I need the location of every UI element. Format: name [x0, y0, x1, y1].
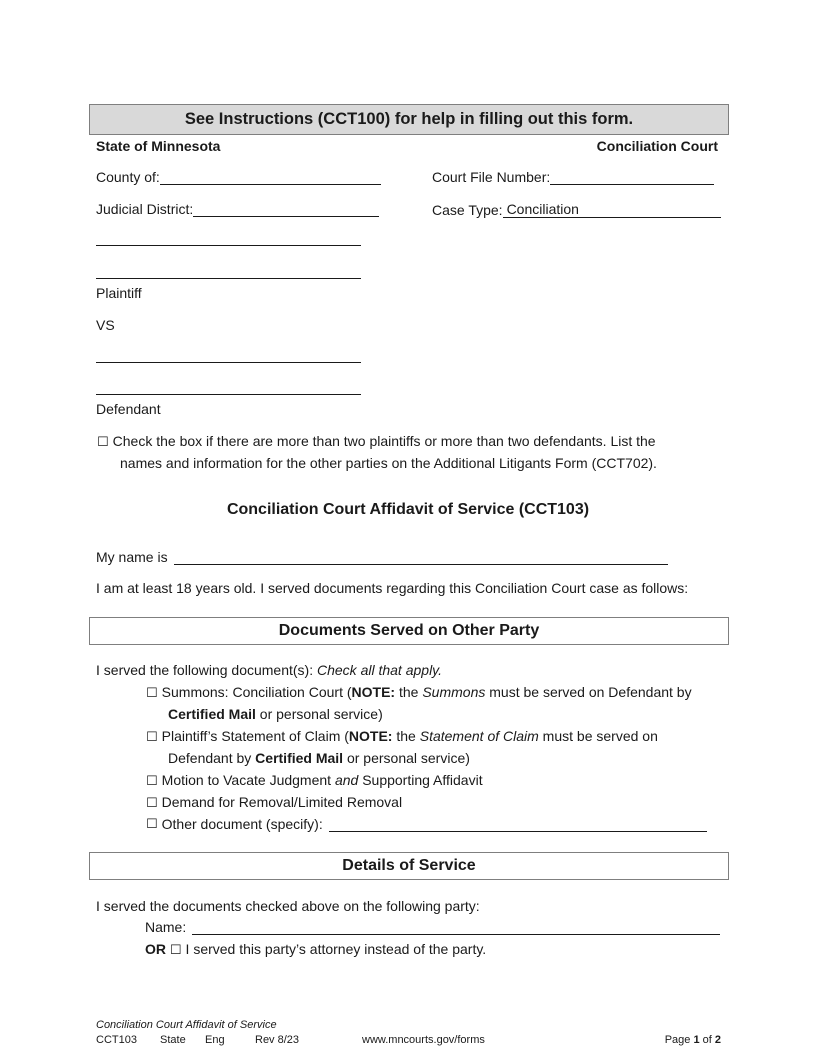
county-input-line[interactable] [160, 169, 381, 185]
motion-checkbox[interactable]: ☐ [146, 774, 158, 789]
defendant-label: Defendant [96, 401, 161, 417]
summons-text-d: must be served on Defendant by [485, 684, 692, 700]
summons-text-b: the [395, 684, 423, 700]
details-section-heading [89, 852, 729, 880]
my-name-label: My name is [96, 549, 168, 565]
defendant-line-1[interactable] [96, 362, 361, 363]
motion-text-a: Motion to Vacate Judgment [161, 772, 335, 788]
summons-certified-mail: Certified Mail [168, 706, 256, 722]
footer-url[interactable]: www.mncourts.gov/forms [362, 1034, 485, 1046]
claim-text-e: Defendant by [168, 750, 256, 766]
served-name-label: Name: [145, 919, 187, 935]
documents-intro [96, 662, 442, 678]
footer-lang: Eng [205, 1034, 225, 1046]
age-statement: I am at least 18 years old. I served documents regarding this Conciliation Court case as follows: [96, 580, 689, 596]
court-file-label: Court File Number: [432, 169, 551, 185]
plaintiff-line-2[interactable] [96, 278, 361, 279]
documents-section-heading [89, 617, 729, 645]
additional-litigants-text-1: Check the box if there are more than two plaintiffs or more than two defendants. List the [112, 433, 656, 449]
footer-form-name-text: Conciliation Court Affidavit of Service [96, 1019, 277, 1031]
details-intro: I served the documents checked above on the following party: [96, 898, 480, 914]
plaintiff-line-1[interactable] [96, 245, 361, 246]
other-option [146, 816, 707, 832]
summons-note: NOTE: [351, 684, 396, 700]
removal-text: Demand for Removal/Limited Removal [161, 794, 403, 810]
defendant-line-2[interactable] [96, 394, 361, 395]
claim-text-g: or personal service) [343, 750, 470, 766]
footer-page-of: of [699, 1034, 715, 1046]
additional-litigants-text-2: names and information for the other parties on the Additional Litigants Form (CCT702). [120, 455, 657, 471]
attorney-text: I served this party’s attorney instead of the party. [185, 941, 487, 957]
claim-option [146, 728, 658, 745]
claim-checkbox[interactable]: ☐ [146, 730, 158, 745]
claim-text-a: Plaintiff’s Statement of Claim ( [161, 728, 349, 744]
my-name-input-line[interactable] [174, 549, 668, 565]
court-label: Conciliation Court [596, 138, 718, 154]
footer-code: CCT103 [96, 1034, 137, 1046]
or-label: OR [145, 941, 166, 957]
my-name-field[interactable] [96, 549, 668, 565]
court-file-field[interactable] [432, 169, 714, 185]
claim-note: NOTE: [348, 728, 393, 744]
district-input-line[interactable] [193, 201, 379, 217]
documents-heading-text: Documents Served on Other Party [278, 622, 540, 639]
instructions-banner [89, 104, 729, 135]
district-label: Judicial District: [96, 201, 194, 217]
additional-litigants-checkbox[interactable]: ☐ [97, 435, 109, 450]
other-label: Other document (specify): [161, 816, 323, 832]
vs-label: VS [96, 317, 115, 333]
county-label: County of: [96, 169, 160, 185]
other-input-line[interactable] [329, 816, 707, 832]
footer-page-prefix: Page [664, 1034, 694, 1046]
instructions-banner-text: See Instructions (CCT100) for help in filling out this form. [184, 110, 634, 128]
footer-page-num: 1 [693, 1034, 700, 1046]
case-type-field[interactable] [432, 201, 721, 218]
summons-text-a: Summons: Conciliation Court ( [161, 684, 352, 700]
documents-intro-text: I served the following document(s): [96, 662, 317, 678]
served-name-field[interactable] [145, 919, 720, 935]
other-checkbox[interactable]: ☐ [146, 817, 158, 832]
claim-text-c: Statement of Claim [419, 728, 539, 744]
footer-state: State [160, 1034, 186, 1046]
claim-text-b: the [392, 728, 420, 744]
served-name-input-line[interactable] [192, 919, 720, 935]
state-label: State of Minnesota [96, 138, 221, 154]
footer-form-name [96, 1019, 277, 1031]
documents-intro-italic: Check all that apply. [317, 662, 443, 678]
motion-text-c: Supporting Affidavit [358, 772, 483, 788]
summons-option [146, 684, 692, 701]
court-file-input-line[interactable] [550, 169, 714, 185]
footer-rev: Rev 8/23 [255, 1034, 300, 1046]
district-field[interactable] [96, 201, 379, 217]
attorney-option [145, 941, 486, 958]
claim-text-d: must be served on [538, 728, 658, 744]
summons-option-line2 [168, 706, 383, 722]
footer-page-total: 2 [714, 1034, 721, 1046]
case-type-value[interactable]: Conciliation [503, 201, 721, 218]
motion-option [146, 772, 483, 789]
claim-option-line2 [168, 750, 470, 766]
plaintiff-label: Plaintiff [96, 285, 142, 301]
attorney-checkbox[interactable]: ☐ [169, 943, 182, 958]
details-heading-text: Details of Service [342, 857, 476, 874]
form-title: Conciliation Court Affidavit of Service (CCT103) [226, 501, 590, 518]
county-field[interactable] [96, 169, 381, 185]
additional-litigants-row [97, 433, 656, 450]
summons-text-c: Summons [422, 684, 486, 700]
summons-text-f: or personal service) [255, 706, 383, 722]
motion-text-b: and [334, 772, 359, 788]
removal-option [146, 794, 402, 811]
summons-checkbox[interactable]: ☐ [146, 686, 158, 701]
removal-checkbox[interactable]: ☐ [146, 796, 158, 811]
case-type-label: Case Type: [432, 202, 503, 218]
claim-certified-mail: Certified Mail [255, 750, 344, 766]
footer-page-number [620, 1034, 721, 1046]
